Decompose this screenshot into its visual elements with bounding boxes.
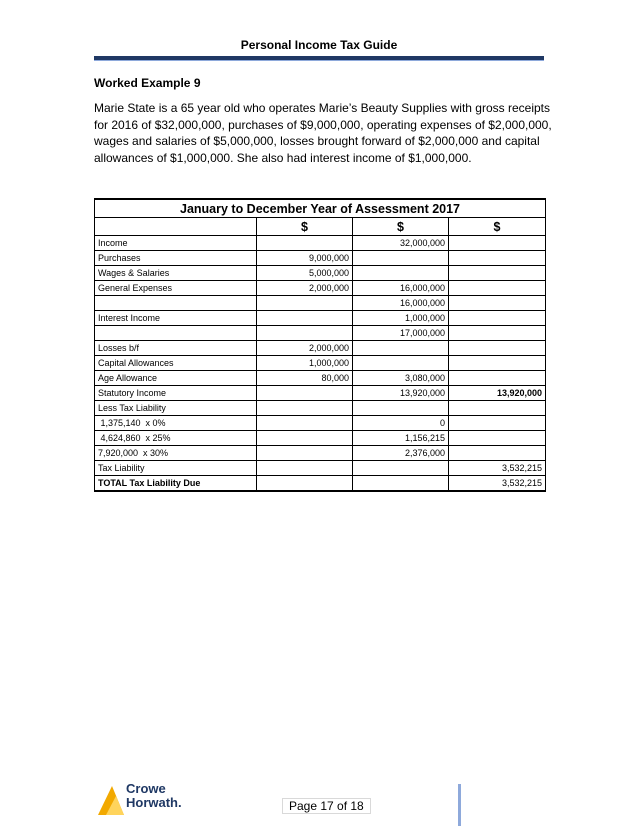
table-row bbox=[95, 386, 546, 401]
table-row bbox=[95, 281, 546, 296]
row-label bbox=[95, 296, 257, 311]
example-line: Marie State is a 65 year old who operates Marie’s Beauty Supplies with gross receipts bbox=[94, 101, 551, 115]
column-header: $ bbox=[449, 218, 546, 236]
cell-value: 2,000,000 bbox=[257, 281, 353, 296]
page-number: Page 17 of 18 bbox=[282, 798, 371, 814]
cell-value: 9,000,000 bbox=[257, 251, 353, 266]
row-label: 1,375,140 x 0% bbox=[95, 416, 257, 431]
cell-value bbox=[449, 281, 546, 296]
cell-value: 3,532,215 bbox=[449, 461, 546, 476]
cell-value bbox=[257, 416, 353, 431]
table-row bbox=[95, 236, 546, 251]
cell-value: 80,000 bbox=[257, 371, 353, 386]
cell-value: 16,000,000 bbox=[353, 281, 449, 296]
example-line: wages and salaries of $5,000,000, losses brought forward of $2,000,000 and capital bbox=[94, 134, 540, 148]
row-label: TOTAL Tax Liability Due bbox=[95, 476, 257, 492]
row-label: Capital Allowances bbox=[95, 356, 257, 371]
table-row bbox=[95, 266, 546, 281]
tax-computation-table bbox=[94, 198, 546, 492]
logo-line: Horwath. bbox=[126, 795, 182, 810]
example-title: Worked Example 9 bbox=[94, 76, 201, 90]
table-row bbox=[95, 311, 546, 326]
row-label: General Expenses bbox=[95, 281, 257, 296]
cell-value: 13,920,000 bbox=[449, 386, 546, 401]
row-label: Wages & Salaries bbox=[95, 266, 257, 281]
cell-value bbox=[257, 476, 353, 492]
cell-value bbox=[257, 446, 353, 461]
cell-value bbox=[353, 356, 449, 371]
cell-value: 3,080,000 bbox=[353, 371, 449, 386]
cell-value bbox=[449, 236, 546, 251]
cell-value: 17,000,000 bbox=[353, 326, 449, 341]
cell-value bbox=[449, 251, 546, 266]
column-header: $ bbox=[353, 218, 449, 236]
row-label: Purchases bbox=[95, 251, 257, 266]
footer-divider bbox=[458, 784, 461, 826]
column-header bbox=[95, 218, 257, 236]
cell-value: 16,000,000 bbox=[353, 296, 449, 311]
table-row bbox=[95, 356, 546, 371]
cell-value bbox=[353, 476, 449, 492]
table-row bbox=[95, 431, 546, 446]
cell-value: 0 bbox=[353, 416, 449, 431]
table-row bbox=[95, 401, 546, 416]
cell-value bbox=[257, 296, 353, 311]
cell-value: 3,532,215 bbox=[449, 476, 546, 492]
row-label: Income bbox=[95, 236, 257, 251]
table-row bbox=[95, 296, 546, 311]
row-label bbox=[95, 326, 257, 341]
table-row bbox=[95, 461, 546, 476]
table-row bbox=[95, 446, 546, 461]
row-label: Losses b/f bbox=[95, 341, 257, 356]
example-description bbox=[94, 100, 552, 166]
header-divider bbox=[94, 56, 544, 61]
cell-value bbox=[257, 326, 353, 341]
cell-value bbox=[449, 401, 546, 416]
cell-value bbox=[449, 341, 546, 356]
cell-value bbox=[449, 296, 546, 311]
company-logo-text bbox=[126, 782, 182, 810]
table-row bbox=[95, 326, 546, 341]
example-line: allowances of $1,000,000. She also had interest income of $1,000,000. bbox=[94, 150, 472, 165]
logo-line: Crowe bbox=[126, 781, 166, 796]
table-row bbox=[95, 251, 546, 266]
cell-value bbox=[257, 461, 353, 476]
row-label: Statutory Income bbox=[95, 386, 257, 401]
row-label: 4,624,860 x 25% bbox=[95, 431, 257, 446]
row-label: Tax Liability bbox=[95, 461, 257, 476]
cell-value bbox=[449, 311, 546, 326]
table-row-total bbox=[95, 476, 546, 492]
cell-value bbox=[257, 236, 353, 251]
cell-value: 1,000,000 bbox=[257, 356, 353, 371]
cell-value bbox=[353, 251, 449, 266]
cell-value: 13,920,000 bbox=[353, 386, 449, 401]
cell-value bbox=[449, 326, 546, 341]
table-row bbox=[95, 341, 546, 356]
cell-value bbox=[353, 266, 449, 281]
cell-value: 2,000,000 bbox=[257, 341, 353, 356]
row-label: 7,920,000 x 30% bbox=[95, 446, 257, 461]
cell-value bbox=[449, 431, 546, 446]
cell-value bbox=[449, 266, 546, 281]
row-label: Less Tax Liability bbox=[95, 401, 257, 416]
row-label: Interest Income bbox=[95, 311, 257, 326]
row-label: Age Allowance bbox=[95, 371, 257, 386]
table-title: January to December Year of Assessment 2017 bbox=[95, 199, 546, 218]
cell-value bbox=[257, 401, 353, 416]
cell-value: 1,156,215 bbox=[353, 431, 449, 446]
cell-value bbox=[449, 371, 546, 386]
cell-value: 2,376,000 bbox=[353, 446, 449, 461]
table-row bbox=[95, 416, 546, 431]
cell-value bbox=[353, 461, 449, 476]
cell-value bbox=[449, 446, 546, 461]
document-header-title: Personal Income Tax Guide bbox=[240, 38, 398, 52]
cell-value bbox=[257, 311, 353, 326]
cell-value: 1,000,000 bbox=[353, 311, 449, 326]
example-line: for 2016 of $32,000,000, purchases of $9,000,000, operating expenses of $2,000,000, bbox=[94, 117, 552, 132]
cell-value bbox=[353, 401, 449, 416]
cell-value bbox=[353, 341, 449, 356]
cell-value bbox=[449, 416, 546, 431]
cell-value: 5,000,000 bbox=[257, 266, 353, 281]
column-header: $ bbox=[257, 218, 353, 236]
table-row bbox=[95, 371, 546, 386]
cell-value bbox=[257, 431, 353, 446]
cell-value: 32,000,000 bbox=[353, 236, 449, 251]
cell-value bbox=[449, 356, 546, 371]
cell-value bbox=[257, 386, 353, 401]
